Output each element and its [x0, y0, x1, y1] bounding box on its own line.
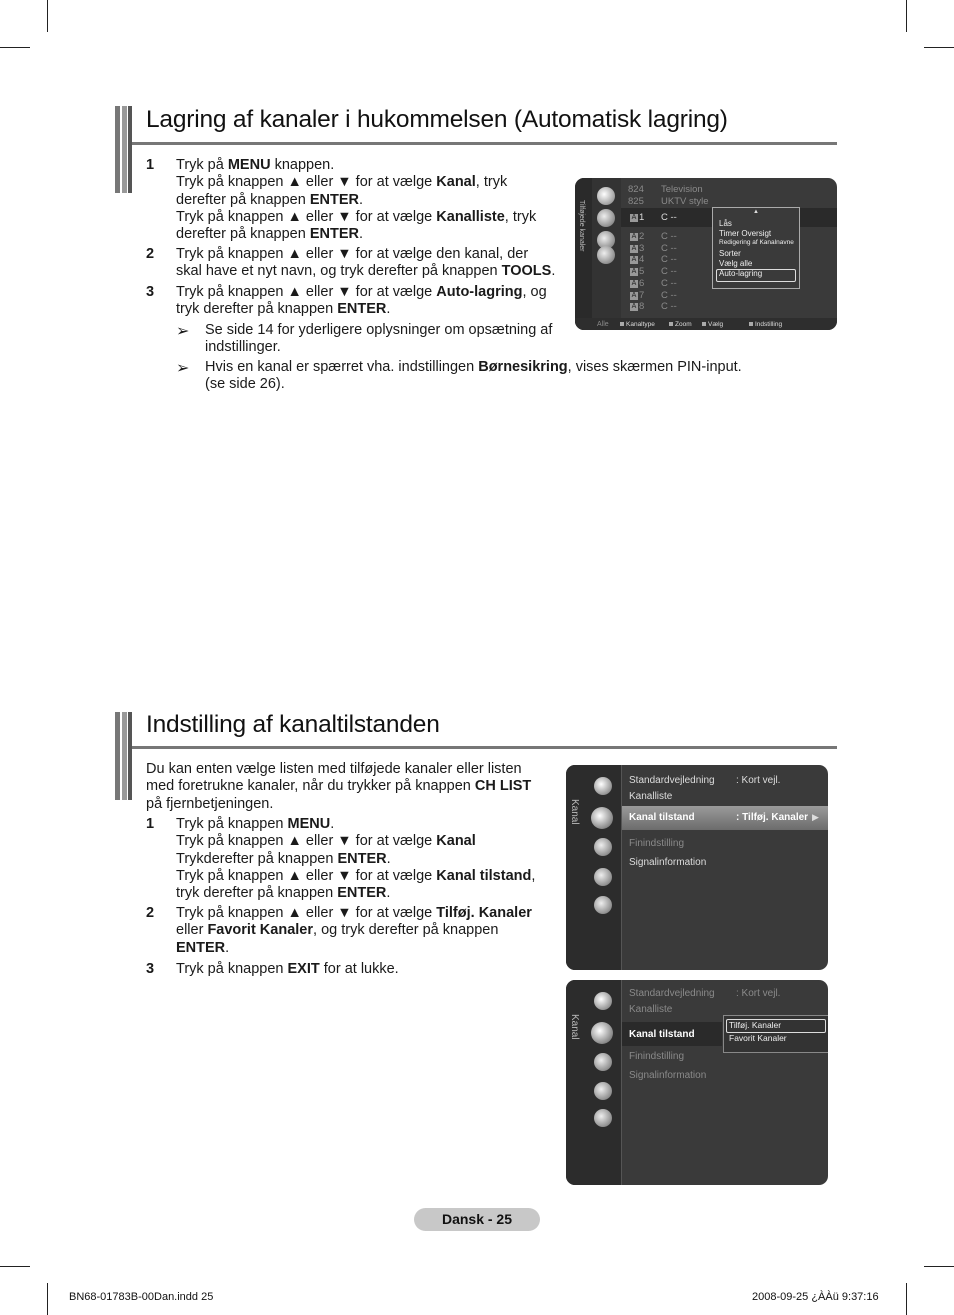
- bottom-bar-item: Vælg: [708, 321, 724, 328]
- mode-popup: [723, 1015, 828, 1053]
- channel-type-badge: A: [631, 291, 637, 299]
- menu-item-label: Signalinformation: [629, 857, 707, 868]
- button-color-icon: [620, 322, 624, 326]
- crop-mark: [0, 47, 30, 48]
- step-text-line: eller Favorit Kanaler, og tryk derefter på knappen: [176, 922, 499, 939]
- section-1-title: Lagring af kanaler i hukommelsen (Automatisk lagring): [146, 106, 728, 133]
- channel-type-badge: A: [631, 233, 637, 240]
- menu-item-label: Kanalliste: [629, 1004, 673, 1015]
- tools-menu-item: Vælg alle: [719, 259, 753, 268]
- step-text-line: derefter på knappen ENTER.: [176, 226, 364, 243]
- application-icon: [594, 896, 612, 914]
- picture-icon: [594, 992, 612, 1010]
- menu-item-label: Standardvejledning: [629, 988, 715, 999]
- step-text-line: Tryk på knappen ▲ eller ▼ for at vælge Kanal tilstand,: [176, 867, 536, 884]
- bottom-bar-item: Indstilling: [755, 321, 783, 328]
- screen-channel-list: [575, 178, 837, 330]
- button-color-icon: [669, 322, 673, 326]
- section-2-title: Indstilling af kanaltilstanden: [146, 711, 440, 738]
- screen-bottom-bar: [575, 318, 837, 330]
- note-text-line: Se side 14 for yderligere oplysninger om opsætning af: [205, 322, 553, 338]
- channel-number: 824: [628, 184, 644, 195]
- screen-side-label: Kanal: [569, 799, 580, 825]
- channel-number: 6: [639, 277, 645, 289]
- step-text-line: Tryk på MENU knappen.: [176, 157, 335, 173]
- intro-text-line: på fjernbetjeningen.: [146, 795, 274, 812]
- heading-rule: [132, 142, 837, 145]
- menu-item-label: Kanal tilstand: [629, 1029, 695, 1040]
- satellite-icon: [597, 187, 615, 205]
- channel-number: 3: [639, 242, 645, 254]
- channel-type-badge: A: [631, 268, 637, 276]
- menu-item-label: Kanalliste: [629, 791, 673, 802]
- footer-timestamp: 2008-09-25 ¿ÀÀü 9:37:16: [752, 1291, 879, 1303]
- step-text-line: Tryk på knappen ▲ eller ▼ for at vælge Kanal: [176, 833, 476, 850]
- note-arrow-icon: ➢: [176, 360, 190, 377]
- tools-menu-item: Lås: [719, 219, 732, 228]
- heading-bar: [115, 106, 132, 193]
- step-number: 2: [146, 905, 155, 921]
- input-icon: [594, 1082, 612, 1100]
- menu-item-label: Finindstilling: [629, 1051, 685, 1062]
- menu-item-label: Finindstilling: [629, 838, 685, 849]
- crop-mark: [906, 0, 907, 32]
- step-number: 1: [146, 157, 155, 173]
- satellite-icon: [591, 807, 613, 829]
- screen-side-label: Kanal: [569, 1014, 580, 1040]
- picture-icon: [594, 777, 612, 795]
- input-icon: [594, 868, 612, 886]
- menu-item-label: Kanal tilstand: [629, 812, 695, 823]
- tools-popup: [712, 207, 800, 289]
- step-text-line: Tryk på knappen ▲ eller ▼ for at vælge Kanalliste, tryk: [176, 208, 537, 225]
- channel-number: 7: [639, 289, 645, 301]
- crop-mark: [924, 47, 954, 48]
- menu-item-value: : Kort vejl.: [736, 775, 781, 786]
- mode-option: Favorit Kanaler: [729, 1033, 787, 1043]
- channel-number: 5: [639, 266, 645, 278]
- channel-name: C --: [661, 301, 677, 313]
- step-text-line: skal have et nyt navn, og tryk derefter på knappen TOOLS.: [176, 263, 556, 280]
- channel-type-badge: A: [631, 214, 637, 221]
- intro-text-line: med foretrukne kanaler, når du trykker på knappen CH LIST: [146, 778, 532, 795]
- step-text-line: tryk derefter på knappen ENTER.: [176, 885, 391, 902]
- tools-menu-item: Sorter: [719, 249, 741, 258]
- channel-name: C --: [661, 212, 677, 223]
- screen-channel-mode: [566, 980, 828, 1185]
- step-text-line: derefter på knappen ENTER.: [176, 191, 364, 208]
- screen-side-label: Tilføjede kanaler: [578, 200, 585, 252]
- step-number: 3: [146, 961, 155, 977]
- gear-icon: [594, 838, 612, 856]
- crop-mark: [47, 0, 48, 32]
- channel-type-badge: A: [631, 279, 637, 287]
- channel-number: 4: [639, 254, 645, 266]
- chevron-right-icon: ▶: [812, 812, 819, 822]
- selection-box: [726, 1019, 826, 1033]
- channel-number: 2: [639, 231, 645, 242]
- heading-rule: [132, 746, 837, 749]
- menu-item-label: Standardvejledning: [629, 775, 715, 786]
- channel-type-badge: A: [631, 244, 637, 252]
- bottom-bar-item: Kanaltype: [626, 321, 655, 328]
- channel-number: 1: [639, 212, 645, 223]
- step-text-line: Trykderefter på knappen ENTER.: [176, 850, 391, 867]
- step-text-line: Tryk på knappen MENU.: [176, 816, 335, 832]
- mode-option: Tilføj. Kanaler: [729, 1020, 782, 1030]
- channel-name: Television: [661, 184, 703, 195]
- channel-name: C --: [661, 242, 677, 254]
- selection-box: [716, 269, 796, 282]
- channel-number: 8: [639, 301, 645, 313]
- bottom-bar-item: Zoom: [675, 321, 692, 328]
- heading-bar: [115, 712, 132, 800]
- channel-type-badge: A: [631, 256, 637, 264]
- channel-name: C --: [661, 254, 677, 266]
- step-number: 1: [146, 816, 155, 832]
- note-arrow-icon: ➢: [176, 323, 190, 340]
- step-number: 2: [146, 246, 155, 262]
- application-icon: [594, 1109, 612, 1127]
- tools-menu-item: Redigering af Kanalnavne: [719, 239, 794, 246]
- screen-channel-menu: [566, 765, 828, 970]
- step-text-line: Tryk på knappen ▲ eller ▼ for at vælge Auto-lagring, og: [176, 284, 547, 300]
- tools-menu-item: Timer Oversigt: [719, 229, 772, 238]
- crop-mark: [906, 1283, 907, 1315]
- channel-name: C --: [661, 231, 677, 242]
- note-text-line: Hvis en kanal er spærret vha. indstillingen Børnesikring, vises skærmen PIN-input.: [205, 359, 742, 375]
- channel-name: UKTV style: [661, 196, 709, 207]
- crop-mark: [0, 1266, 30, 1267]
- intro-text-line: Du kan enten vælge listen med tilføjede kanaler eller listen: [146, 761, 522, 777]
- page-number: Dansk - 25: [414, 1208, 540, 1231]
- step-text-line: Tryk på knappen ▲ eller ▼ for at vælge Tilføj. Kanaler: [176, 905, 532, 921]
- button-color-icon: [702, 322, 706, 326]
- step-text-line: tryk derefter på knappen ENTER.: [176, 301, 391, 318]
- channel-name: C --: [661, 266, 677, 278]
- step-number: 3: [146, 284, 155, 300]
- channel-name: C --: [661, 277, 677, 289]
- bottom-bar-all: Alle: [597, 321, 609, 328]
- menu-item-value: : Kort vejl.: [736, 988, 781, 999]
- plus-icon: [597, 209, 615, 227]
- step-text-line: Tryk på knappen EXIT for at lukke.: [176, 961, 399, 977]
- menu-item-value: : Tilføj. Kanaler: [736, 812, 809, 823]
- channel-type-badge: A: [631, 303, 637, 311]
- note-text-line: (se side 26).: [205, 376, 285, 393]
- menu-item-label: Signalinformation: [629, 1070, 707, 1081]
- channel-number: 825: [628, 196, 644, 207]
- chevron-up-icon: ▲: [753, 209, 759, 215]
- note-text-line: indstillinger.: [205, 339, 281, 356]
- step-text-line: Tryk på knappen ▲ eller ▼ for at vælge Kanal, tryk: [176, 174, 508, 191]
- satellite-icon: [591, 1022, 613, 1044]
- footer-file: BN68-01783B-00Dan.indd 25: [69, 1291, 214, 1303]
- button-color-icon: [749, 322, 753, 326]
- clock-icon: [597, 246, 615, 264]
- step-text-line: ENTER.: [176, 939, 230, 956]
- step-text-line: Tryk på knappen ▲ eller ▼ for at vælge den kanal, der: [176, 246, 529, 262]
- gear-icon: [594, 1053, 612, 1071]
- tools-menu-item: Auto-lagring: [719, 269, 763, 278]
- crop-mark: [924, 1266, 954, 1267]
- channel-name: C --: [661, 289, 677, 301]
- crop-mark: [47, 1283, 48, 1315]
